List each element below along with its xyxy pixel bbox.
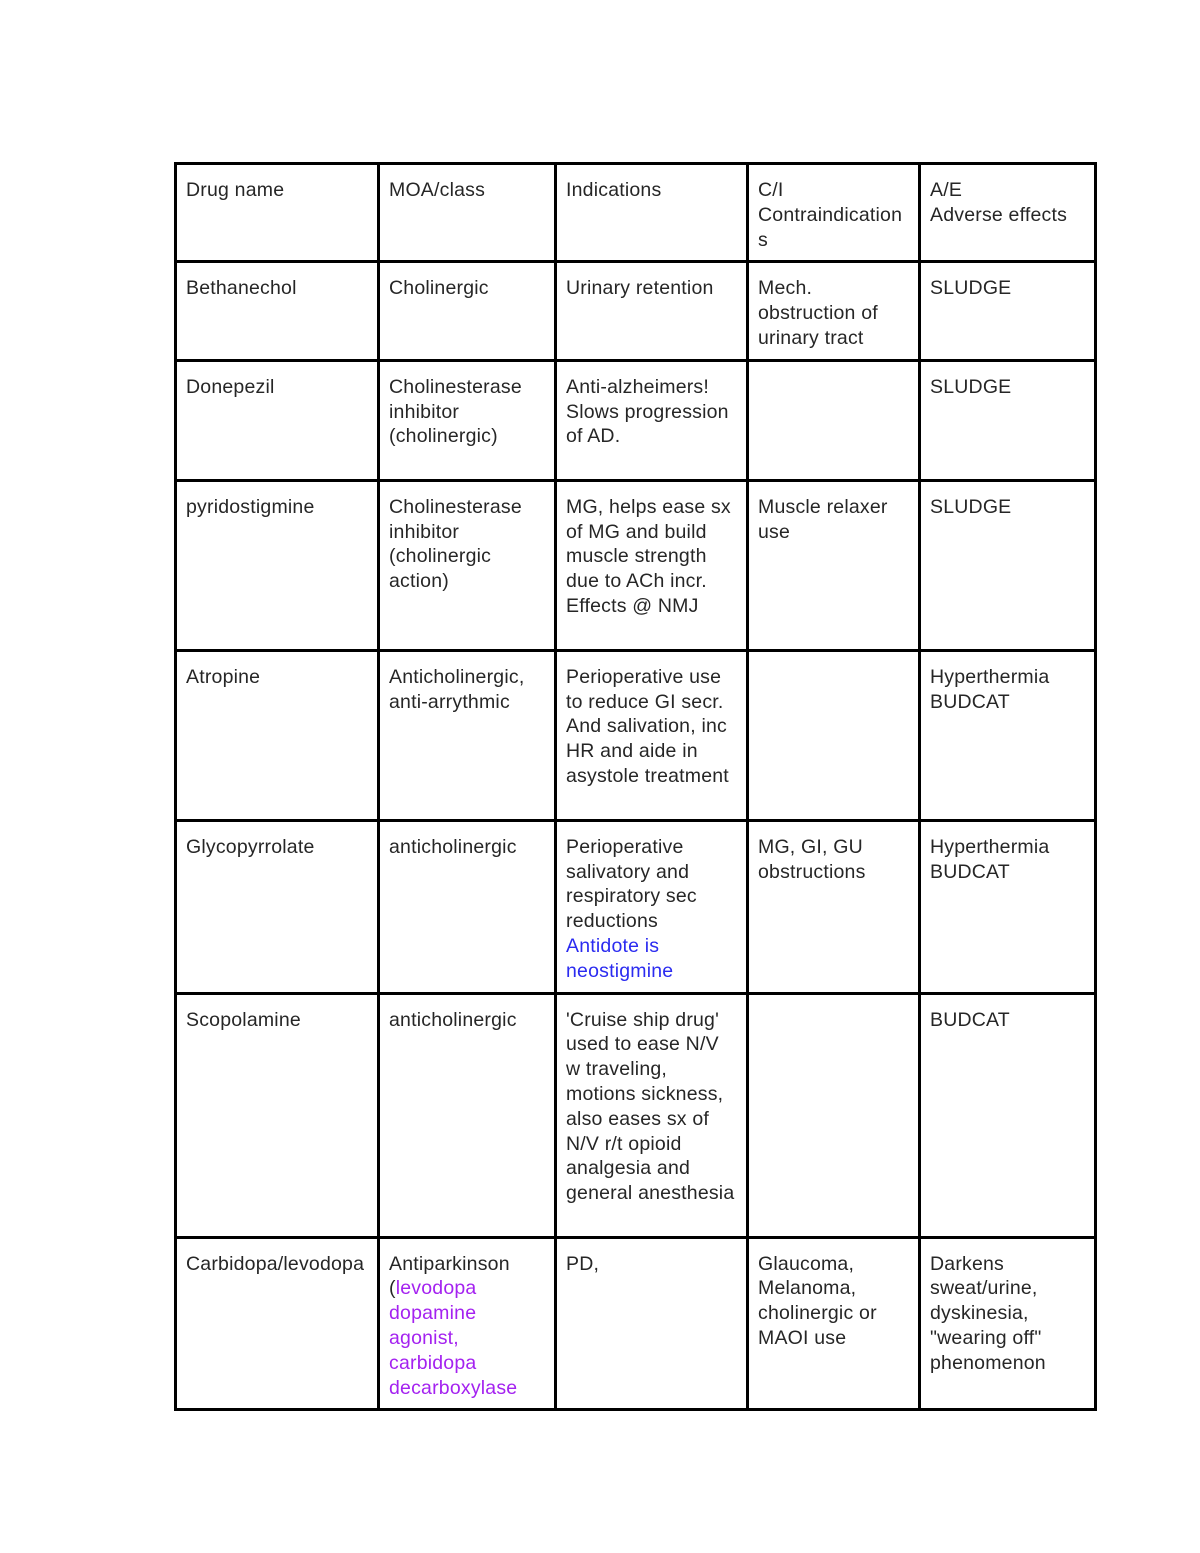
cell-indications: Perioperative salivatory and respiratory sec reductions Antidote is neostigmine	[556, 820, 748, 993]
header-moa: MOA/class	[379, 164, 556, 262]
cell-indications: MG, helps ease sx of MG and build muscle strength due to ACh incr. Effects @ NMJ	[556, 480, 748, 650]
cell-contraindications: Mech. obstruction of urinary tract	[748, 262, 920, 360]
mechanism-note: levodopa dopamine agonist, carbidopa decarboxylase	[389, 1277, 518, 1399]
cell-contraindications: Muscle relaxer use	[748, 480, 920, 650]
cell-moa: Cholinesterase inhibitor (cholinergic action)	[379, 480, 556, 650]
table-row	[176, 480, 1096, 650]
table-row	[176, 650, 1096, 820]
cell-moa: Antiparkinson (levodopa dopamine agonist, carbidopa decarboxylase	[379, 1237, 556, 1410]
cell-contraindications: MG, GI, GU obstructions	[748, 820, 920, 993]
cell-adverse-effects: Hyperthermia BUDCAT	[920, 650, 1096, 820]
cell-adverse-effects: SLUDGE	[920, 480, 1096, 650]
cell-contraindications	[748, 650, 920, 820]
header-indications: Indications	[556, 164, 748, 262]
cell-contraindications	[748, 360, 920, 480]
cell-indications: Urinary retention	[556, 262, 748, 360]
cell-moa: anticholinergic	[379, 820, 556, 993]
header-adverse-effects: A/E Adverse effects	[920, 164, 1096, 262]
cell-drug: Atropine	[176, 650, 379, 820]
table-row	[176, 820, 1096, 993]
cell-indications: Perioperative use to reduce GI secr. And salivation, inc HR and aide in asystole treatment	[556, 650, 748, 820]
cell-moa: Cholinergic	[379, 262, 556, 360]
cell-drug: Scopolamine	[176, 993, 379, 1237]
table-header-row	[176, 164, 1096, 262]
header-contraindications: C/I Contraindications	[748, 164, 920, 262]
cell-drug: pyridostigmine	[176, 480, 379, 650]
cell-moa: Anticholinergic, anti-arrythmic	[379, 650, 556, 820]
cell-adverse-effects: SLUDGE	[920, 262, 1096, 360]
table-row	[176, 1237, 1096, 1410]
cell-indications: 'Cruise ship drug' used to ease N/V w traveling, motions sickness, also eases sx of N/V r/t opioid analgesia and general anesthesia	[556, 993, 748, 1237]
cell-adverse-effects: Hyperthermia BUDCAT	[920, 820, 1096, 993]
table-row	[176, 360, 1096, 480]
cell-drug: Carbidopa/levodopa	[176, 1237, 379, 1410]
antidote-note: Antidote is neostigmine	[566, 934, 674, 982]
cell-drug: Bethanechol	[176, 262, 379, 360]
drug-table	[174, 162, 1097, 1411]
cell-indications: PD,	[556, 1237, 748, 1410]
cell-moa: Cholinesterase inhibitor (cholinergic)	[379, 360, 556, 480]
cell-contraindications: Glaucoma, Melanoma, cholinergic or MAOI use	[748, 1237, 920, 1410]
cell-indications: Anti-alzheimers! Slows progression of AD.	[556, 360, 748, 480]
table-row	[176, 993, 1096, 1237]
cell-adverse-effects: SLUDGE	[920, 360, 1096, 480]
header-drug-name: Drug name	[176, 164, 379, 262]
table-row	[176, 262, 1096, 360]
cell-contraindications	[748, 993, 920, 1237]
cell-drug: Donepezil	[176, 360, 379, 480]
cell-adverse-effects: Darkens sweat/urine, dyskinesia, "wearing off" phenomenon	[920, 1237, 1096, 1410]
cell-moa: anticholinergic	[379, 993, 556, 1237]
cell-adverse-effects: BUDCAT	[920, 993, 1096, 1237]
cell-drug: Glycopyrrolate	[176, 820, 379, 993]
